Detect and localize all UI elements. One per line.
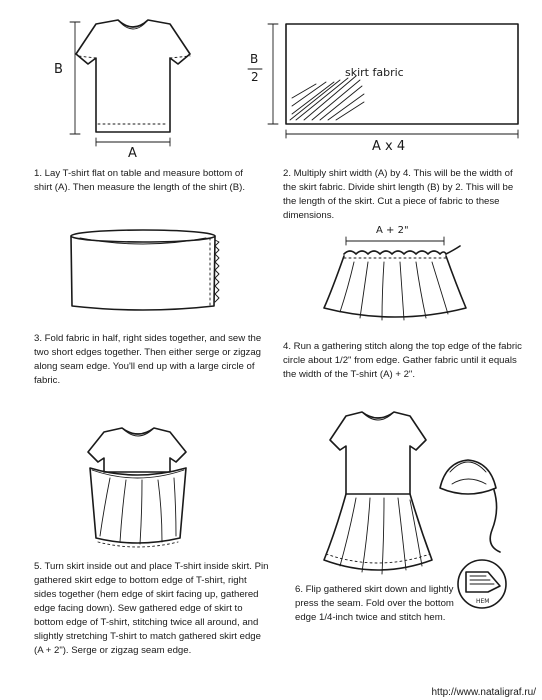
step-4-text: 4. Run a gathering stitch along the top edge of the fabric circle about 1/2" from edge. Gather fabric until it equals the width of the T-shirt (A) + 2". bbox=[283, 341, 522, 380]
step2-label-ax4: A x 4 bbox=[372, 139, 406, 154]
step-5-text: 5. Turn skirt inside out and place T-shirt inside skirt. Pin gathered skirt edge to bottom edge of T-shirt, right sides together (hem edge of skirt facing up, gathered edge facing down). Sew gathered edge of skirt to bottom edge of T-shirt, stitching twice all around, and slightly stretching T-shirt to match gathered skirt edge (A + 2"). Serge or zigzag seam edge. bbox=[34, 561, 269, 656]
step1-tshirt-drawing bbox=[70, 20, 190, 146]
step-1-text: 1. Lay T-shirt flat on table and measure bottom of shirt (A). Then measure the length of the shirt (B). bbox=[34, 168, 245, 193]
step2-fabric-label: skirt fabric bbox=[345, 66, 404, 79]
step4-gathered-skirt-drawing bbox=[324, 237, 466, 320]
step1-label-a: A bbox=[128, 146, 137, 161]
step5-assembly-drawing bbox=[88, 428, 186, 547]
step6-dress-drawing bbox=[324, 412, 432, 574]
step2-label-b-denominator: 2 bbox=[251, 70, 259, 84]
step3-tube-drawing bbox=[71, 230, 219, 310]
step-3-text: 3. Fold fabric in half, right sides together, and sew the two short edges together. Then either serge or zigzag along seam edge. You'll end up with a large circle of fabric. bbox=[34, 333, 262, 386]
step4-label-a-plus-2: A + 2" bbox=[376, 225, 409, 236]
step2-fabric-drawing bbox=[248, 24, 518, 138]
step-2-text: 2. Multiply shirt width (A) by 4. This will be the width of the skirt fabric. Divide shirt length (B) by 2. This will be the length of the skirt. Cut a piece of fabric to these dimensions. bbox=[283, 168, 514, 221]
step-6-text: 6. Flip gathered skirt down and lightly press the seam. Fold over the bottom edge 1/4-inch twice and stitch hem. bbox=[295, 584, 454, 623]
step2-label-b-numerator: B bbox=[250, 52, 259, 66]
step6-hem-label: HEM bbox=[476, 598, 490, 605]
watermark: http://www.nataligraf.ru/ bbox=[431, 687, 536, 698]
iron-icon bbox=[440, 460, 500, 552]
step1-label-b: B bbox=[54, 62, 63, 77]
